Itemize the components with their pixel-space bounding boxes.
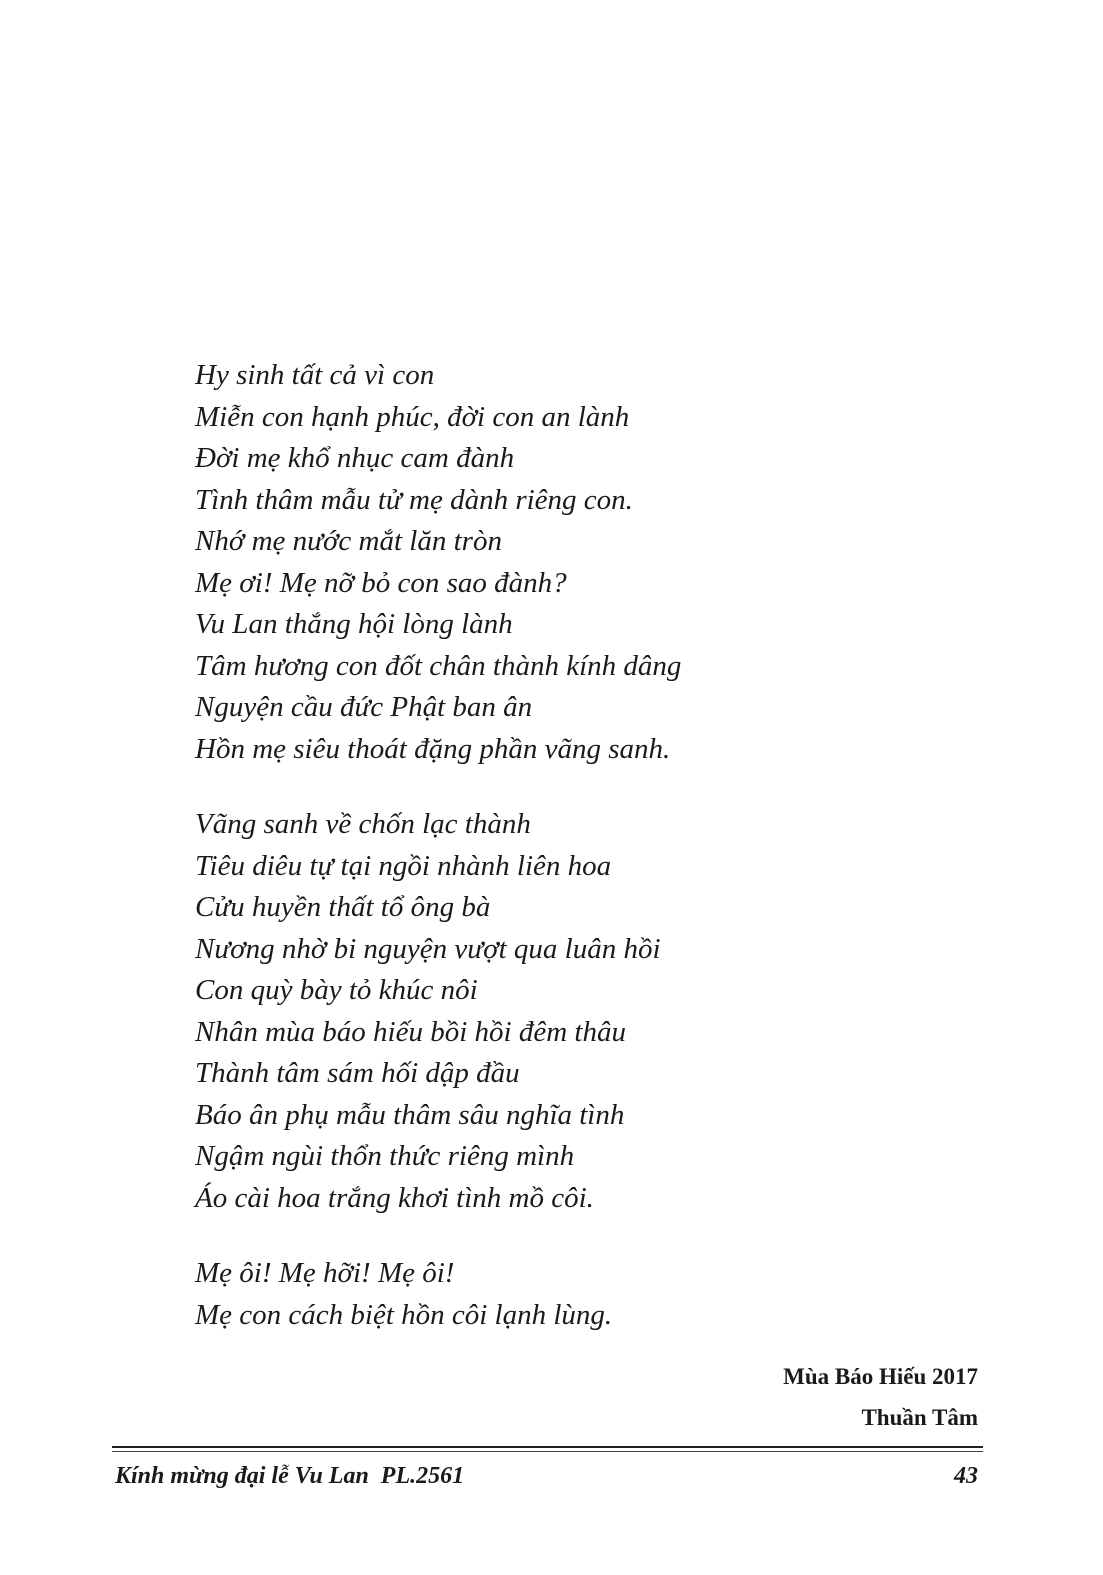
footer-rule-thin (112, 1451, 983, 1452)
poem-line: Tâm hương con đốt chân thành kính dâng (195, 649, 682, 682)
poem-line: Đời mẹ khổ nhục cam đành (195, 442, 515, 474)
poem-line: Con quỳ bày tỏ khúc nôi (195, 974, 478, 1006)
stanza-2 (195, 804, 955, 1219)
poem-line: Ngậm ngùi thổn thức riêng mình (195, 1140, 575, 1172)
poem-line: Nhớ mẹ nước mắt lăn tròn (195, 525, 502, 557)
poem-line: Thành tâm sám hối dập đầu (195, 1057, 520, 1089)
signature-author: Thuần Tâm (861, 1405, 978, 1430)
poem-line: Mẹ ơi! Mẹ nỡ bỏ con sao đành? (195, 566, 567, 599)
poem-line: Báo ân phụ mẫu thâm sâu nghĩa tình (195, 1098, 625, 1131)
poem-line: Nhân mùa báo hiếu bồi hồi đêm thâu (195, 1015, 626, 1048)
poem-line: Áo cài hoa trắng khơi tình mồ côi. (195, 1181, 594, 1214)
poem (195, 355, 955, 1370)
signature (783, 1356, 978, 1438)
poem-line: Hy sinh tất cả vì con (195, 359, 435, 391)
poem-line: Nguyện cầu đức Phật ban ân (195, 691, 533, 723)
footer-title: Kính mừng đại lễ Vu Lan PL.2561 (115, 1463, 465, 1489)
poem-line: Mẹ ôi! Mẹ hỡi! Mẹ ôi! (195, 1257, 455, 1289)
poem-line: Mẹ con cách biệt hồn côi lạnh lùng. (195, 1298, 613, 1331)
poem-line: Tiêu diêu tự tại ngồi nhành liên hoa (195, 849, 612, 882)
footer-rule-thick (112, 1446, 983, 1448)
poem-line: Vãng sanh về chốn lạc thành (195, 808, 531, 840)
stanza-1 (195, 355, 955, 770)
poem-line: Nương nhờ bi nguyện vượt qua luân hồi (195, 932, 661, 965)
poem-line: Miễn con hạnh phúc, đời con an lành (195, 400, 630, 433)
poem-line: Tình thâm mẫu tử mẹ dành riêng con. (195, 483, 633, 516)
page-number: 43 (954, 1463, 978, 1489)
poem-line: Cửu huyền thất tổ ông bà (195, 891, 491, 923)
poem-line: Vu Lan thắng hội lòng lành (195, 608, 513, 640)
poem-line: Hồn mẹ siêu thoát đặng phần vãng sanh. (195, 732, 671, 765)
signature-season: Mùa Báo Hiếu 2017 (783, 1364, 978, 1389)
stanza-3 (195, 1253, 955, 1336)
